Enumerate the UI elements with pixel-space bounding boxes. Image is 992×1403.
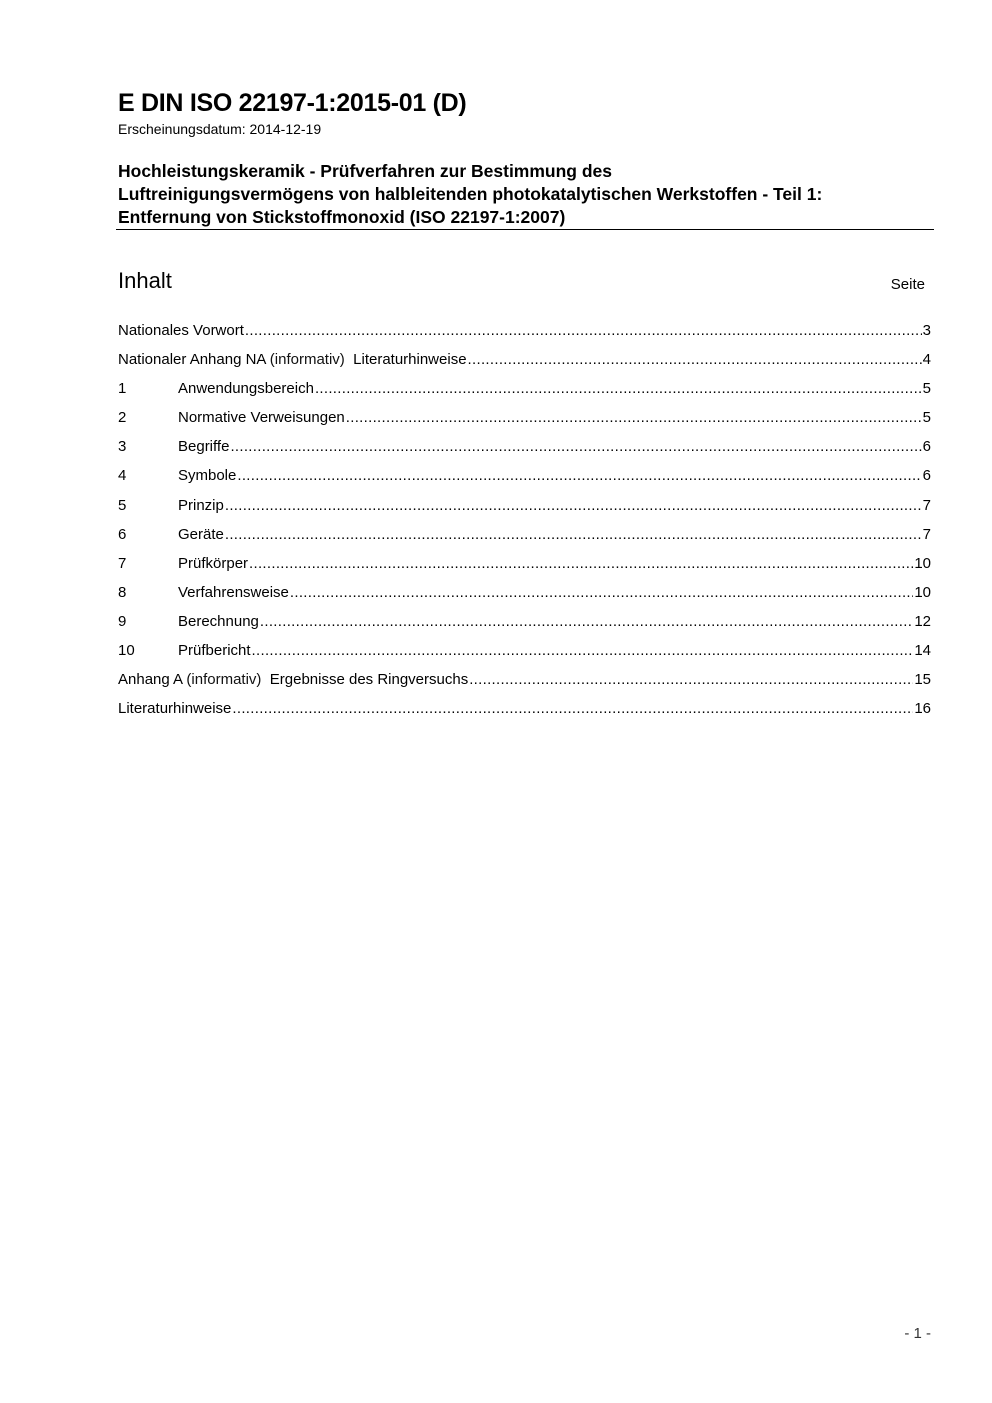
toc-leader-dots <box>469 671 913 688</box>
document-title-line: Hochleistungskeramik - Prüfverfahren zur Bestimmung des <box>118 161 613 181</box>
toc-leader-dots <box>252 642 914 659</box>
toc-leader-dots <box>245 322 922 339</box>
toc-entry-informative-note: (informativ) <box>269 351 345 369</box>
toc-entry-title <box>178 438 229 455</box>
toc-leader-dots <box>249 555 913 572</box>
toc-entry-number: 4 <box>118 467 127 485</box>
page-number: - 1 - <box>904 1325 931 1342</box>
document-title <box>118 160 938 229</box>
toc-leader-dots <box>225 526 922 543</box>
toc-leader-dots <box>315 380 922 397</box>
toc-entry-number: 9 <box>118 612 127 630</box>
toc-leader-dots <box>346 409 922 426</box>
document-title-line: Luftreinigungsvermögens von halbleitenden photokatalytischen Werkstoffen - Teil 1: <box>118 184 823 204</box>
toc-entry-number: 5 <box>118 496 127 514</box>
toc-entry-number: 7 <box>118 554 127 572</box>
toc-entry-title-text: Nationales Vorwort <box>118 322 244 339</box>
toc-entry-page: 6 <box>922 467 931 485</box>
toc-entry-title-text: Begriffe <box>178 438 230 456</box>
toc-leader-dots <box>260 613 913 630</box>
toc-entry-title-text: Literaturhinweise <box>118 700 232 718</box>
toc-leader-dots <box>230 438 921 455</box>
toc-entry-page: 5 <box>922 380 931 398</box>
toc-entry[interactable] <box>118 555 931 584</box>
toc-entry-title-text: Anhang A <box>118 671 183 689</box>
toc-entry-number: 8 <box>118 583 127 601</box>
document-title-line: Entfernung von Stickstoffmonoxid (ISO 22197-1:2007) <box>118 207 566 227</box>
toc-entry-title-text: Berechnung <box>178 612 259 630</box>
toc-entry-page: 15 <box>914 671 931 689</box>
toc-entry-page: 6 <box>922 438 931 456</box>
toc-entry-page: 4 <box>922 351 931 369</box>
toc-entry-page: 7 <box>922 525 931 543</box>
table-of-contents <box>118 322 931 729</box>
toc-entry-page: 12 <box>914 612 931 630</box>
toc-entry-page: 5 <box>922 409 931 427</box>
toc-entry[interactable] <box>118 438 931 467</box>
toc-entry-title <box>178 584 289 601</box>
toc-entry-informative-note: (informativ) <box>186 671 262 689</box>
toc-entry-title <box>118 351 467 368</box>
toc-entry-title <box>178 409 345 426</box>
publication-date: Erscheinungsdatum: 2014-12-19 <box>118 121 322 137</box>
toc-entry-subtitle: Literaturhinweise <box>353 351 467 369</box>
toc-entry-title-text: Prüfkörper <box>178 554 249 572</box>
toc-leader-dots <box>232 700 913 717</box>
toc-entry-title-text: Nationaler Anhang NA <box>118 351 266 369</box>
toc-entry[interactable] <box>118 351 931 380</box>
toc-entry-number: 1 <box>118 380 127 398</box>
toc-entry-title-text: Normative Verweisungen <box>178 409 345 427</box>
toc-entry-title-text: Prinzip <box>178 496 224 514</box>
toc-heading: Inhalt <box>118 268 172 293</box>
toc-leader-dots <box>290 584 913 601</box>
toc-entry[interactable] <box>118 322 931 351</box>
toc-entry-title <box>178 555 248 572</box>
toc-entry-page: 10 <box>914 583 931 601</box>
toc-leader-dots <box>225 497 922 514</box>
toc-entry-subtitle: Ergebnisse des Ringversuchs <box>269 671 469 689</box>
toc-entry[interactable] <box>118 497 931 526</box>
title-divider <box>116 229 934 230</box>
toc-entry-page: 16 <box>914 700 931 718</box>
toc-entry-title-text: Symbole <box>178 467 237 485</box>
toc-entry-number: 6 <box>118 525 127 543</box>
toc-entry[interactable] <box>118 671 931 700</box>
toc-entry-title-text: Verfahrensweise <box>178 583 289 601</box>
toc-entry-number: 10 <box>118 642 135 660</box>
toc-entry[interactable] <box>118 526 931 555</box>
toc-entry-title <box>178 380 314 397</box>
toc-entry-title-text: Prüfbericht <box>178 642 251 660</box>
toc-entry-title <box>118 700 231 717</box>
toc-entry-title <box>178 497 224 514</box>
toc-entry-title <box>118 322 244 339</box>
toc-entry-title <box>178 642 251 659</box>
toc-entry[interactable] <box>118 700 931 729</box>
document-id: E DIN ISO 22197-1:2015-01 (D) <box>118 89 467 117</box>
toc-entry-title <box>178 467 236 484</box>
toc-entry[interactable] <box>118 642 931 671</box>
toc-entry-page: 7 <box>922 496 931 514</box>
toc-entry[interactable] <box>118 467 931 496</box>
toc-page-column-label: Seite <box>890 276 925 293</box>
toc-entry-number: 2 <box>118 409 127 427</box>
toc-leader-dots <box>237 467 921 484</box>
toc-entry-page: 3 <box>922 322 931 339</box>
toc-entry[interactable] <box>118 584 931 613</box>
toc-entry[interactable] <box>118 380 931 409</box>
toc-entry-title <box>118 671 468 688</box>
toc-entry-title <box>178 526 224 543</box>
toc-entry-page: 10 <box>914 554 931 572</box>
toc-entry-page: 14 <box>914 642 931 660</box>
toc-entry[interactable] <box>118 409 931 438</box>
toc-leader-dots <box>468 351 922 368</box>
toc-entry-title-text: Anwendungsbereich <box>178 380 314 398</box>
toc-entry[interactable] <box>118 613 931 642</box>
toc-entry-number: 3 <box>118 438 127 456</box>
toc-entry-title <box>178 613 259 630</box>
toc-entry-title-text: Geräte <box>178 525 224 543</box>
